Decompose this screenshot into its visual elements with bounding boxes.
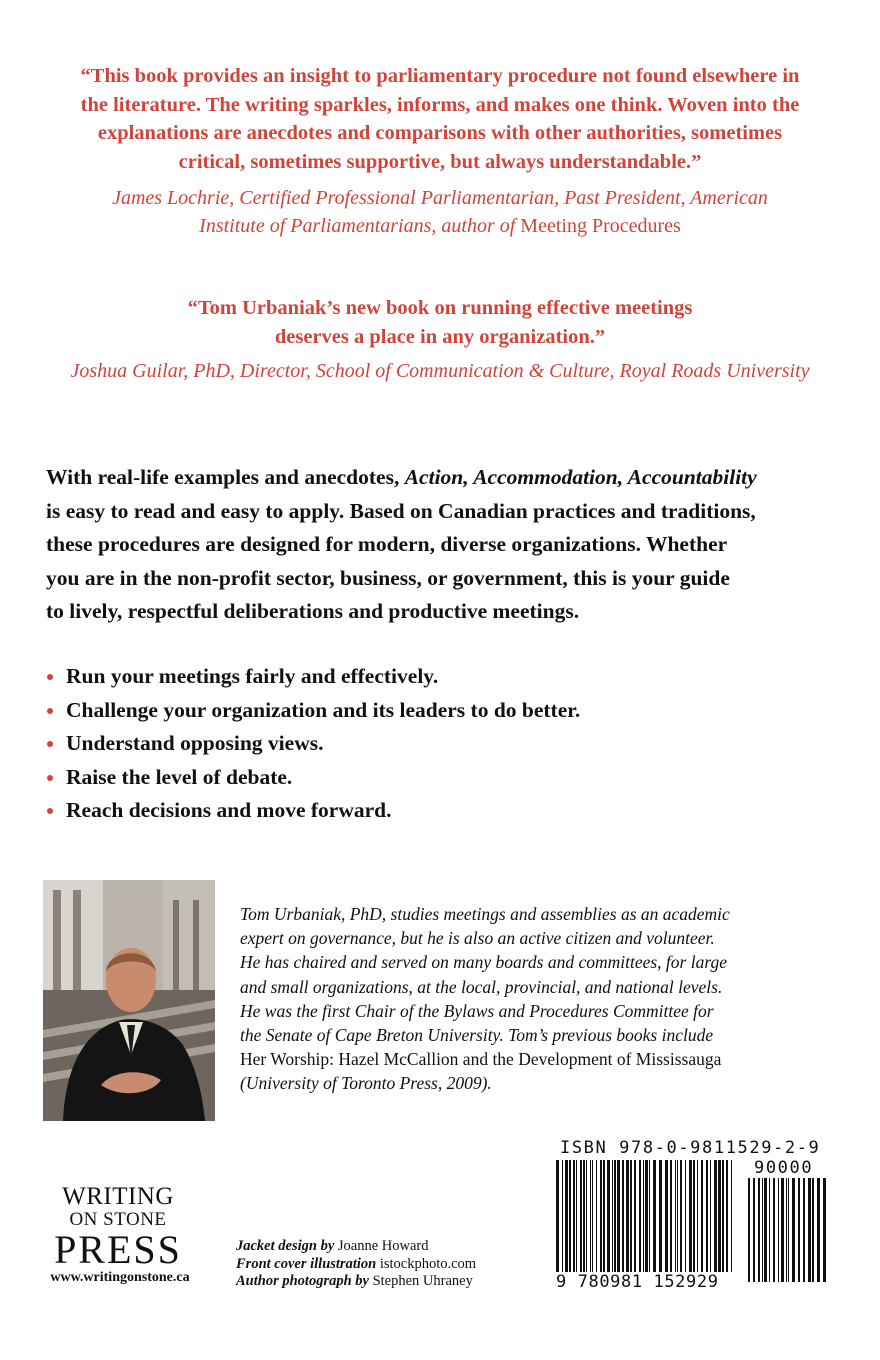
barcode-number: 9 780981 152929 — [556, 1272, 734, 1292]
benefits-list — [46, 660, 826, 828]
list-item: Reach decisions and move forward. — [46, 794, 826, 828]
list-item: Understand opposing views. — [46, 727, 826, 761]
description-line: these procedures are designed for modern, diverse organizations. Whether — [46, 532, 728, 556]
attribution-line — [60, 212, 820, 240]
quote-1-line: critical, sometimes supportive, but always understandable.” — [178, 150, 702, 173]
credit-line — [236, 1273, 546, 1291]
quote-2-line: deserves a place in any organization.” — [274, 325, 606, 348]
book-description — [46, 461, 846, 629]
bio-previous-book-title: Her Worship: Hazel McCallion and the Development of Mississauga — [240, 1049, 722, 1070]
credits — [236, 1238, 546, 1291]
quote-1-line: the literature. The writing sparkles, informs, and makes one think. Woven into the — [80, 93, 800, 116]
isbn-label: ISBN 978-0-9811529-2-9 — [560, 1138, 821, 1158]
credit-name: istockphoto.com — [379, 1255, 477, 1272]
author-bio — [240, 902, 840, 1096]
logo-line-press: PRESS — [54, 1227, 182, 1272]
credit-role: Author photograph by — [236, 1273, 369, 1289]
attribution-book-title: Meeting Procedures — [520, 215, 681, 237]
price-barcode-icon — [748, 1178, 828, 1282]
attribution-line: James Lochrie, Certified Professional Parliamentarian, Past President, American — [112, 187, 768, 209]
publisher-logo — [48, 1184, 188, 1270]
description-line: is easy to read and easy to apply. Based on Canadian practices and traditions, — [46, 498, 756, 523]
bio-line: and small organizations, at the local, provincial, and national levels. — [240, 976, 723, 997]
credit-role: Jacket design by — [236, 1238, 335, 1254]
credit-role: Front cover illustration — [236, 1255, 377, 1272]
quote-2-attribution: Joshua Guilar, PhD, Director, School of Communication & Culture, Royal Roads University — [70, 360, 810, 382]
bio-line: He has chaired and served on many boards and committees, for large — [240, 952, 728, 973]
quote-2-line: “Tom Urbaniak’s new book on running effective meetings — [187, 297, 693, 319]
attribution-text: Institute of Parliamentarians, author of — [199, 215, 516, 237]
quote-1-attribution — [60, 184, 820, 240]
logo-line-on-stone: ON STONE — [69, 1209, 167, 1230]
credit-name: Stephen Uhraney — [372, 1273, 473, 1289]
bio-line: Tom Urbaniak, PhD, studies meetings and assemblies as an academic — [240, 904, 730, 924]
description-line — [46, 461, 846, 495]
review-quote-2 — [60, 294, 820, 351]
bio-previous-book-publisher: (University of Toronto Press, 2009). — [240, 1073, 492, 1094]
price-code: 90000 — [754, 1158, 814, 1178]
bio-line: expert on governance, but he is also an active citizen and volunteer. — [240, 928, 715, 949]
quote-1-line: “This book provides an insight to parliamentary procedure not found elsewhere in — [80, 65, 800, 87]
description-line: to lively, respectful deliberations and productive meetings. — [46, 599, 580, 623]
publisher-url[interactable]: www.writingonstone.ca — [50, 1270, 190, 1285]
list-item: Run your meetings fairly and effectively. — [46, 660, 826, 694]
list-item: Challenge your organization and its leaders to do better. — [46, 694, 826, 728]
author-photo — [43, 880, 215, 1121]
credit-line — [236, 1256, 546, 1274]
logo-line-writing: WRITING — [62, 1183, 174, 1210]
quote-1-line: explanations are anecdotes and comparisons with other authorities, sometimes — [97, 122, 783, 144]
description-text: With real-life examples and anecdotes, — [46, 465, 405, 489]
barcode-icon — [556, 1160, 736, 1282]
credit-name: Joanne Howard — [337, 1238, 429, 1254]
credit-line — [236, 1238, 546, 1256]
book-title: Action, Accommodation, Accountability — [404, 465, 757, 489]
list-item: Raise the level of debate. — [46, 761, 826, 795]
bio-line: He was the first Chair of the Bylaws and Procedures Committee for — [240, 1000, 714, 1021]
bio-line: the Senate of Cape Breton University. Tom’s previous books include — [240, 1025, 714, 1046]
description-line: you are in the non-profit sector, business, or government, this is your guide — [46, 565, 730, 590]
author-photo-illustration — [43, 880, 215, 1121]
review-quote-1 — [40, 62, 840, 176]
